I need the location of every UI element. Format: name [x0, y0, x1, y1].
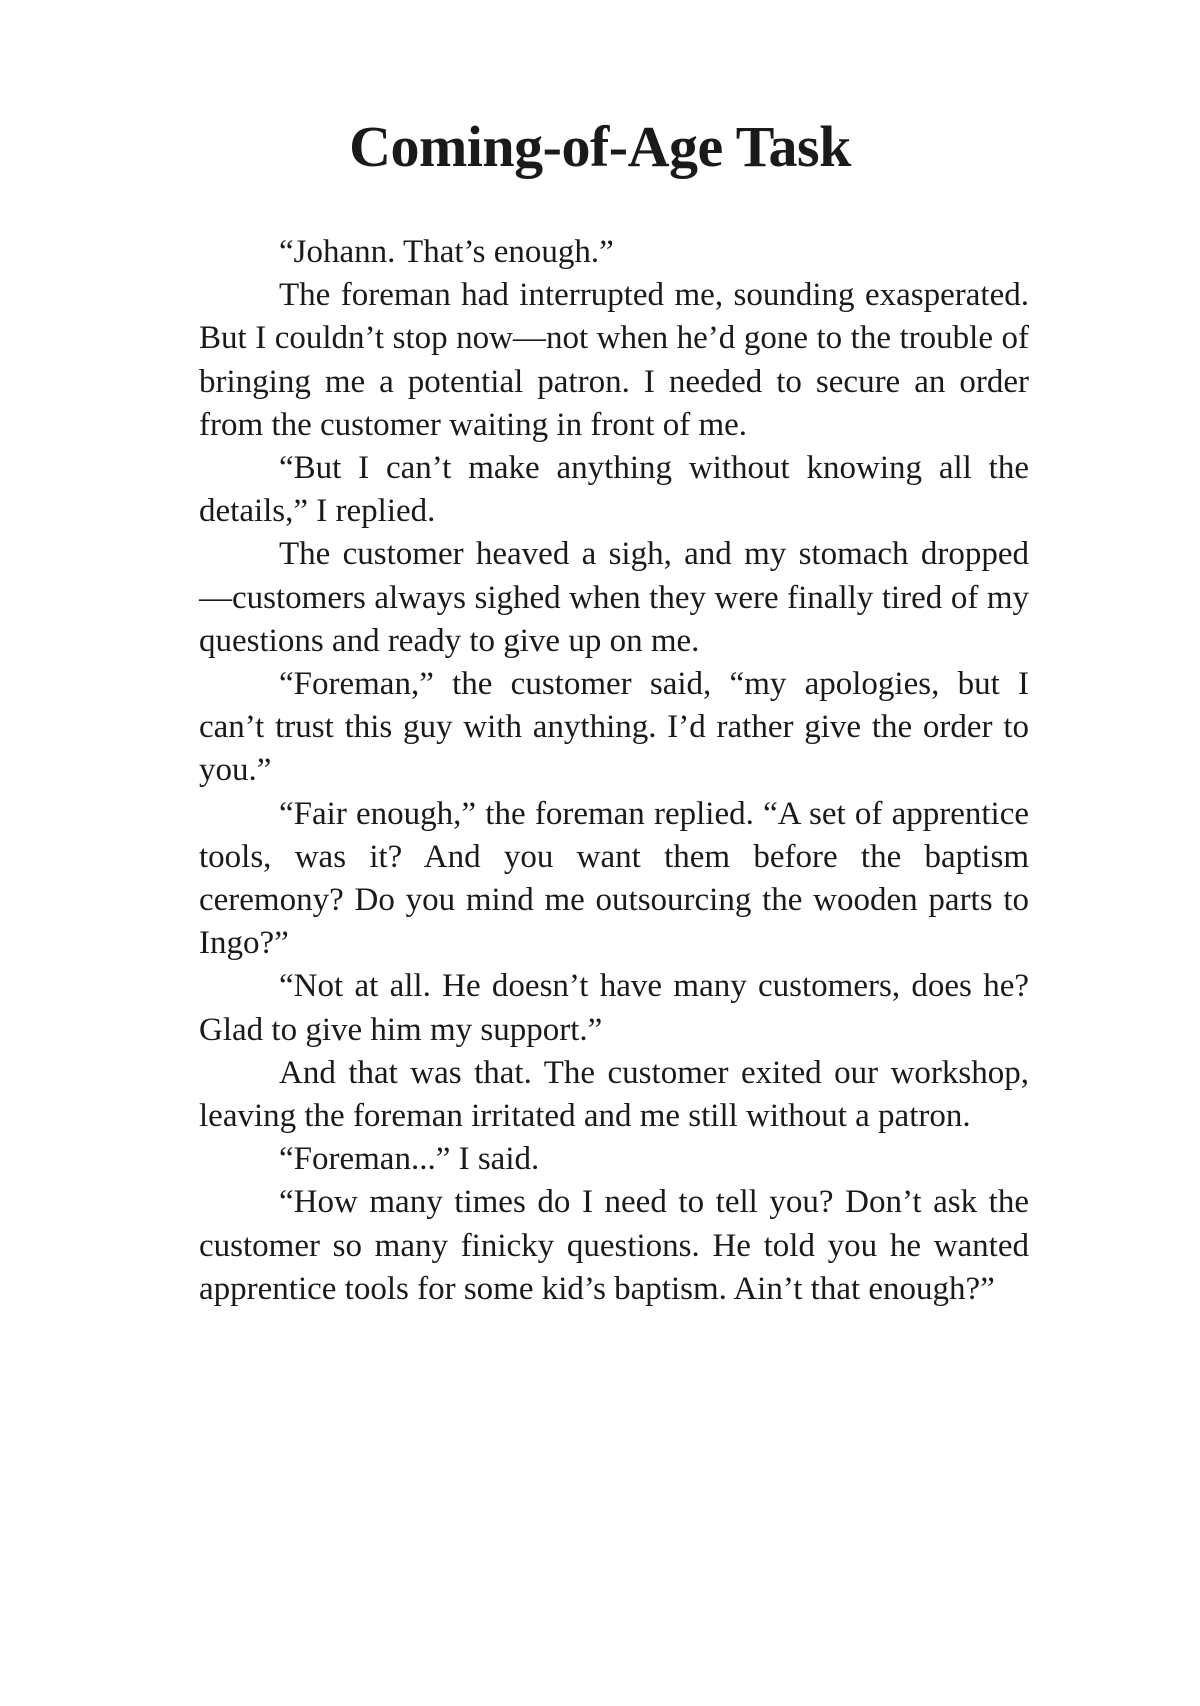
paragraph: The foreman had interrupted me, sounding exasperated. But I couldn’t stop now—not when he’d gone to the trouble of bringing me a potential patron. I needed to secure an order from the customer waiting in front of me.	[199, 277, 1029, 443]
paragraph: “But I can’t make anything without knowing all the details,” I replied.	[199, 450, 1029, 530]
chapter-body	[199, 231, 1029, 1311]
paragraph: And that was that. The customer exited our workshop, leaving the foreman irritated and me still without a patron.	[199, 1054, 1029, 1135]
paragraph: “Not at all. He doesn’t have many customers, does he? Glad to give him my support.”	[199, 968, 1029, 1048]
paragraph: “Fair enough,” the foreman replied. “A set of apprentice tools, was it? And you want them before the baptism ceremony? Do you mind me outsourcing the wooden parts to Ingo?”	[199, 795, 1029, 962]
paragraph: “Foreman,” the customer said, “my apologies, but I can’t trust this guy with anything. I’d rather give the order to you.”	[199, 666, 1029, 789]
paragraph: “How many times do I need to tell you? Don’t ask the customer so many finicky questions. He told you he wanted apprentice tools for some kid’s baptism. Ain’t that enough?”	[199, 1184, 1029, 1307]
chapter-title: Coming-of-Age Task	[349, 114, 851, 179]
paragraph: “Johann. That’s enough.”	[279, 234, 614, 270]
paragraph: “Foreman...” I said.	[279, 1141, 540, 1178]
paragraph: The customer heaved a sigh, and my stomach dropped—customers always sighed when they were finally tired of my questions and ready to give up on me.	[199, 536, 1029, 659]
